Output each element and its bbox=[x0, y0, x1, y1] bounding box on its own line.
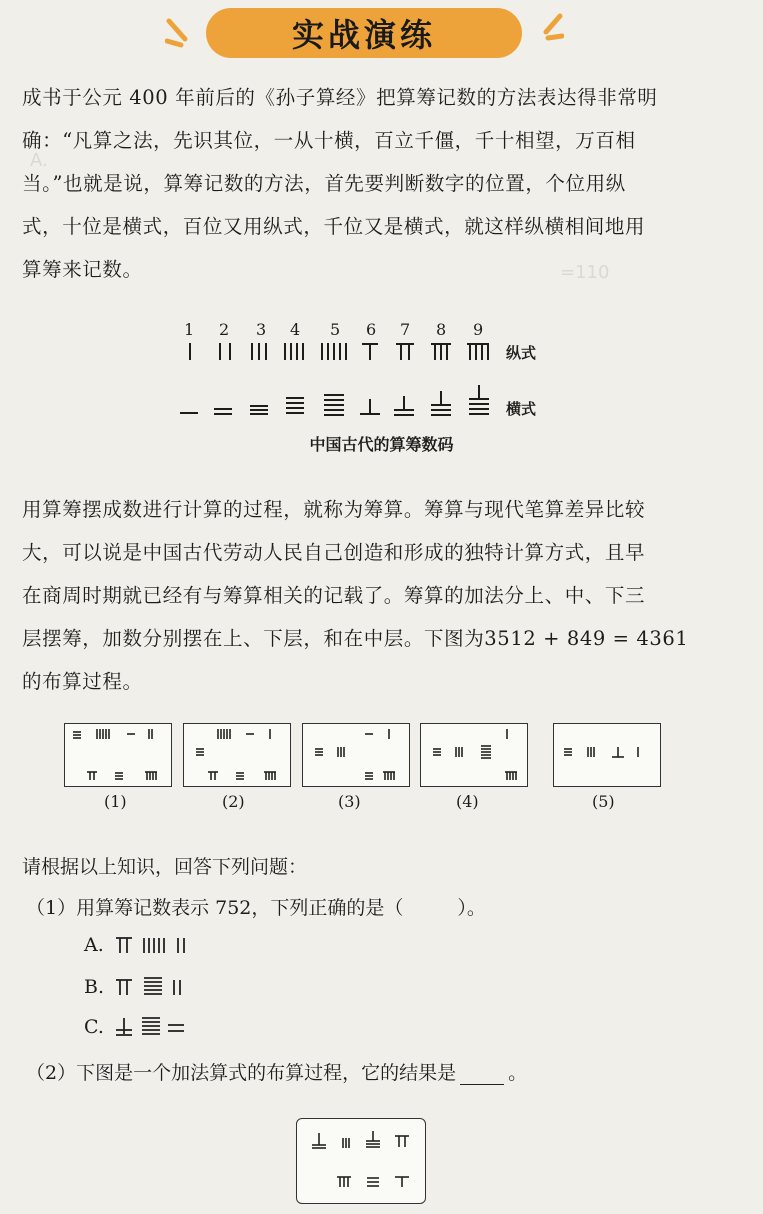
digit-label: 6 bbox=[366, 320, 377, 339]
question-2 bbox=[26, 1058, 527, 1085]
digit-label: 9 bbox=[473, 320, 484, 339]
para-line: 大，可以说是中国古代劳动人民自己创造和形成的独特计算方式，且早 bbox=[22, 541, 646, 564]
intro-line: 式，十位是横式，百位又用纵式，千位又是横式，就这样纵横相间地用 bbox=[22, 215, 646, 238]
option-b-rods bbox=[114, 976, 204, 998]
q1-end: ）。 bbox=[457, 897, 486, 919]
step-box-5 bbox=[553, 723, 661, 787]
step-label: (3) bbox=[338, 792, 361, 811]
intro-line: 当。”也就是说，算筹记数的方法，首先要判断数字的位置，个位用纵 bbox=[22, 172, 626, 195]
q1-text: 用算筹记数表示 752，下列正确的是（ bbox=[76, 897, 404, 919]
option-letter: C. bbox=[84, 1016, 104, 1038]
questions-intro: 请根据以上知识，回答下列问题： bbox=[22, 856, 308, 878]
vertical-form-label: 纵式 bbox=[506, 344, 537, 362]
step-label: (4) bbox=[456, 792, 479, 811]
horizontal-forms bbox=[180, 385, 489, 415]
option-a[interactable] bbox=[84, 934, 204, 956]
step-box-3 bbox=[302, 723, 410, 787]
step-box-1 bbox=[64, 723, 172, 787]
digit-label: 8 bbox=[436, 320, 447, 339]
answer-blank[interactable] bbox=[460, 1066, 504, 1085]
intro-line: 确：“凡算之法，先识其位，一从十横，百立千僵，千十相望，万百相 bbox=[22, 129, 636, 152]
para-line: 在商周时期就已经有与筹算相关的记载了。筹算的加法分上、中、下三 bbox=[22, 584, 646, 607]
digit-label: 1 bbox=[184, 320, 195, 339]
digit-label: 2 bbox=[219, 320, 230, 339]
option-letter: A. bbox=[84, 934, 104, 956]
rod-numeral-table bbox=[0, 0, 763, 460]
counting-rod-paragraph bbox=[22, 488, 742, 703]
q1-number: （1） bbox=[26, 897, 77, 919]
option-b[interactable] bbox=[84, 976, 204, 998]
horizontal-form-label: 横式 bbox=[506, 400, 537, 418]
step-box-4 bbox=[420, 723, 528, 787]
q2-text: 下图是一个加法算式的布算过程，它的结果是 bbox=[76, 1062, 457, 1084]
vertical-forms bbox=[190, 343, 489, 360]
digit-label: 4 bbox=[290, 320, 301, 339]
digit-label: 7 bbox=[400, 320, 411, 339]
digit-label: 3 bbox=[256, 320, 267, 339]
q2-end: 。 bbox=[508, 1062, 528, 1084]
question-2-rod-board bbox=[296, 1118, 426, 1204]
question-1 bbox=[26, 893, 486, 920]
intro-line: 算筹来记数。 bbox=[22, 258, 143, 281]
q2-number: （2） bbox=[26, 1062, 77, 1084]
section-title: 实战演练 bbox=[206, 8, 522, 58]
step-label: (5) bbox=[592, 792, 615, 811]
para-line: 的布算过程。 bbox=[22, 670, 143, 693]
digit-labels bbox=[184, 320, 483, 339]
option-c[interactable] bbox=[84, 1016, 204, 1038]
option-letter: B. bbox=[84, 976, 105, 998]
intro-line: 成书于公元 400 年前后的《孙子算经》把算筹记数的方法表达得非常明 bbox=[22, 86, 658, 109]
para-line: 层摆筹，加数分别摆在上、下层，和在中层。下图为3512 + 849 = 4361 bbox=[22, 627, 689, 650]
digit-label: 5 bbox=[330, 320, 341, 339]
rod-table-caption: 中国古代的算筹数码 bbox=[309, 435, 454, 454]
option-c-rods bbox=[114, 1016, 204, 1038]
step-label: (1) bbox=[104, 792, 127, 811]
step-label: (2) bbox=[222, 792, 245, 811]
para-line: 用算筹摆成数进行计算的过程，就称为筹算。筹算与现代笔算差异比较 bbox=[22, 498, 646, 521]
step-box-2 bbox=[183, 723, 291, 787]
option-a-rods bbox=[114, 935, 204, 955]
